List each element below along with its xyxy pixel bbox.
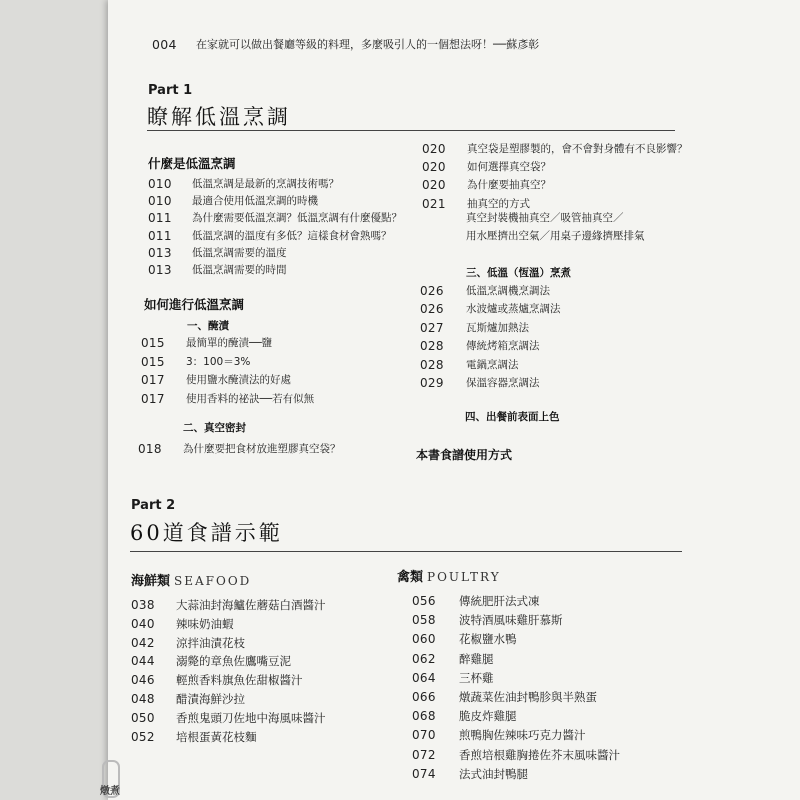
marinate-entry: 3：100＝3% — [186, 355, 251, 368]
marinate-page-num: 017 — [141, 373, 165, 388]
seafood-page-num: 050 — [131, 710, 155, 725]
seafood-title: 海鮮類 — [131, 574, 171, 589]
poultry-page-num: 060 — [412, 632, 436, 647]
poultry-page-num: 058 — [412, 613, 436, 628]
cook-page-num: 028 — [420, 357, 444, 372]
poultry-page-num: 070 — [412, 728, 436, 743]
part2-title: 60道食譜示範 — [130, 521, 283, 545]
cook-entry: 低溫烹調機烹調法 — [466, 285, 550, 297]
part2-label: Part 2 — [131, 498, 176, 513]
poultry-title: 禽類 — [397, 570, 424, 585]
poultry-entry: 醉雞腿 — [459, 651, 494, 666]
seafood-page-num: 052 — [131, 729, 155, 744]
seafood-entry: 醋漬海鮮沙拉 — [176, 692, 245, 706]
part1-title: 瞭解低溫烹調 — [147, 105, 291, 129]
seafood-title-en: SEAFOOD — [174, 574, 252, 588]
marinate-page-num: 017 — [141, 391, 165, 406]
seafood-page-num: 046 — [131, 673, 155, 688]
seafood-entry: 辣味奶油蝦 — [176, 616, 234, 631]
seafood-entry: 溺斃的章魚佐鷹嘴豆泥 — [176, 654, 291, 669]
vacuum-methods-line2: 用水壓擠出空氣／用桌子邊緣擠壓排氣 — [466, 230, 645, 242]
poultry-heading — [397, 566, 501, 585]
what-entry: 低溫烹調需要的時間 — [192, 264, 287, 276]
poultry-entry: 香煎培根雞胸捲佐芥末風味醬汁 — [459, 747, 620, 762]
vacuum-q-page-num: 020 — [422, 160, 446, 175]
intro-text: 在家就可以做出餐廳等級的料理，多麼吸引人的一個想法呀！──蘇彥彰 — [196, 38, 540, 51]
what-page-num: 010 — [148, 194, 172, 209]
vacuum-q-entry: 如何選擇真空袋？ — [467, 161, 551, 174]
what-entry: 為什麼需要低溫烹調？低溫烹調有什麼優點？ — [192, 212, 402, 225]
what-page-num: 011 — [148, 211, 172, 226]
cook-entry: 瓦斯爐加熱法 — [466, 321, 529, 334]
seafood-entry: 大蒜油封海鱸佐蘑菇白酒醬汁 — [176, 598, 326, 612]
marinate-entry: 使用鹽水醃漬法的好處 — [186, 374, 291, 387]
vacuum-entry: 為什麼要把食材放進塑膠真空袋？ — [183, 443, 341, 455]
what-page-num: 013 — [148, 263, 172, 277]
book-usage-heading: 本書食譜使用方式 — [416, 448, 513, 462]
cook-entry: 水波爐或蒸爐烹調法 — [466, 303, 561, 316]
what-entry: 最適合使用低溫烹調的時機 — [192, 195, 318, 208]
cook-page-num: 028 — [420, 339, 444, 354]
what-page-num: 011 — [148, 228, 172, 243]
poultry-entry: 傳統肥肝法式凍 — [459, 594, 540, 608]
poultry-entry: 法式油封鴨腿 — [459, 766, 528, 781]
seafood-entry: 輕煎香料旗魚佐甜椒醬汁 — [176, 673, 303, 688]
poultry-entry: 煎鴨胸佐辣味巧克力醬汁 — [459, 728, 586, 743]
cook-entry: 傳統烤箱烹調法 — [466, 340, 540, 353]
seafood-page-num: 048 — [131, 692, 155, 706]
what-entry: 低溫烹調的溫度有多低？這樣食材會熟嗎？ — [192, 229, 392, 242]
poultry-entry: 脆皮炸雞腿 — [459, 709, 517, 724]
poultry-page-num: 072 — [412, 747, 436, 762]
poultry-page-num: 064 — [412, 670, 436, 685]
poultry-entry: 花椒鹽水鴨 — [459, 632, 517, 647]
poultry-entry: 燉蔬菜佐油封鴨胗與半熟蛋 — [459, 690, 597, 704]
marinate-entry: 最簡單的醃漬──鹽 — [186, 337, 273, 349]
section-what-title: 什麼是低溫烹調 — [148, 156, 236, 171]
section-how-title: 如何進行低溫烹調 — [144, 297, 245, 312]
poultry-entry: 三杯雞 — [459, 670, 494, 685]
vacuum-q-entry: 抽真空的方式 — [467, 197, 530, 210]
seafood-page-num: 044 — [131, 654, 155, 669]
sub-marinate: 一、醃漬 — [187, 320, 229, 332]
poultry-page-num: 066 — [412, 690, 436, 704]
what-entry: 低溫烹調是最新的烹調技術嗎？ — [192, 178, 339, 190]
vacuum-methods-line1: 真空封裝機抽真空／吸管抽真空／ — [466, 212, 624, 224]
part1-rule — [147, 130, 675, 131]
cook-page-num: 026 — [420, 302, 444, 317]
poultry-title-en: POULTRY — [427, 570, 501, 584]
poultry-page-num: 056 — [412, 594, 436, 608]
vacuum-q-entry: 為什麼要抽真空？ — [467, 179, 551, 192]
vacuum-page-num: 018 — [138, 442, 162, 456]
vacuum-q-entry: 真空袋是塑膠製的，會不會對身體有不良影響？ — [467, 143, 688, 155]
poultry-page-num: 062 — [412, 651, 436, 666]
cook-page-num: 026 — [420, 284, 444, 298]
sub-vacuum: 二、真空密封 — [183, 422, 246, 434]
marinate-page-num: 015 — [141, 336, 165, 350]
marinate-page-num: 015 — [141, 354, 165, 369]
marinate-entry: 使用香料的祕訣──若有似無 — [186, 392, 315, 405]
sub-cook: 三、低溫（恆溫）烹煮 — [466, 267, 571, 279]
cook-entry: 電鍋烹調法 — [466, 358, 519, 371]
seafood-entry: 培根蛋黃花枝麵 — [176, 729, 257, 744]
intro-page-num: 004 — [152, 37, 177, 52]
seafood-page-num: 040 — [131, 616, 155, 631]
sub-sear: 四、出餐前表面上色 — [465, 411, 560, 423]
seafood-page-num: 038 — [131, 598, 155, 612]
poultry-page-num: 068 — [412, 709, 436, 724]
cook-entry: 保溫容器烹調法 — [466, 377, 540, 389]
vacuum-q-page-num: 020 — [422, 142, 446, 156]
part2-rule — [130, 551, 682, 552]
cook-page-num: 027 — [420, 320, 444, 335]
corner-mark: 燉煮 — [100, 786, 120, 797]
what-page-num: 010 — [148, 177, 172, 191]
vacuum-q-page-num: 020 — [422, 178, 446, 193]
what-entry: 低溫烹調需要的溫度 — [192, 246, 287, 259]
what-page-num: 013 — [148, 245, 172, 260]
part1-label: Part 1 — [148, 83, 193, 98]
poultry-entry: 波特酒風味雞肝慕斯 — [459, 613, 563, 628]
poultry-page-num: 074 — [412, 766, 436, 781]
seafood-entry: 香煎鬼頭刀佐地中海風味醬汁 — [176, 710, 326, 725]
seafood-heading — [131, 570, 251, 589]
seafood-page-num: 042 — [131, 635, 155, 650]
seafood-entry: 涼拌油漬花枝 — [176, 635, 245, 650]
vacuum-q-page-num: 021 — [422, 196, 446, 211]
cook-page-num: 029 — [420, 376, 444, 390]
